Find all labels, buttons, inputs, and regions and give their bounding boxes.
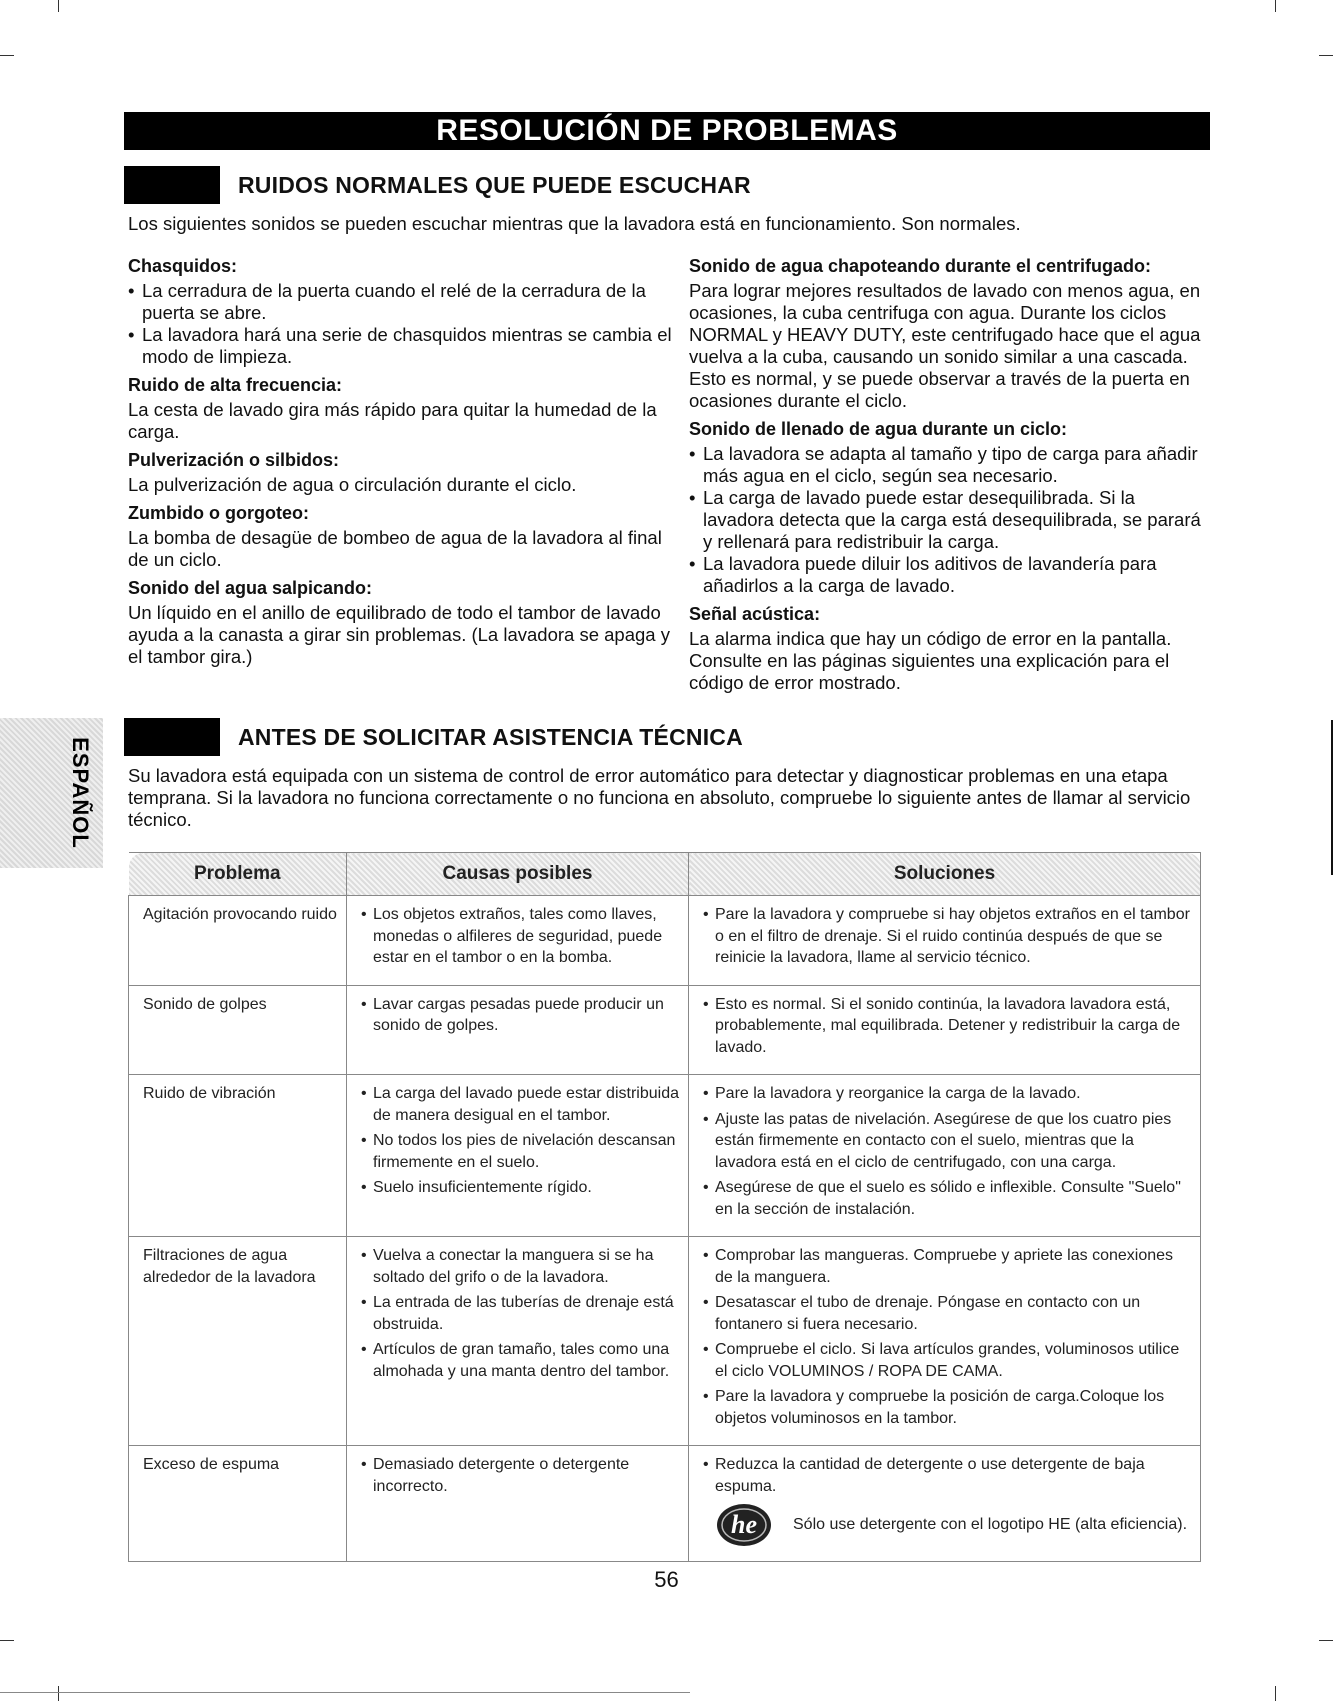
list-item: • Lavar cargas pesadas puede producir un sonido de golpes. <box>361 994 680 1037</box>
paragraph: La bomba de desagüe de bombeo de agua de la lavadora al final de un ciclo. <box>128 527 662 570</box>
list-item: • Vuelva a conectar la manguera si se ha soltado del grifo o de la lavadora. <box>361 1245 680 1288</box>
solutions-cell <box>689 896 1201 986</box>
table-row <box>129 1075 1201 1237</box>
bullet-list <box>128 280 683 368</box>
list-item: • Pare la lavadora y reorganice la carga de la lavado. <box>703 1083 1192 1105</box>
table-header-row <box>129 853 1201 896</box>
table-row <box>129 1237 1201 1446</box>
section-heading <box>124 166 751 204</box>
table-row <box>129 1446 1201 1562</box>
subheading: Sonido de llenado de agua durante un ciclo: <box>689 419 1068 439</box>
list-item: • La lavadora hará una serie de chasquidos mientras se cambia el modo de limpieza. <box>128 324 683 368</box>
causes-cell <box>347 1075 689 1237</box>
language-tab <box>0 718 103 868</box>
list-item: • Pare la lavadora y compruebe la posición de carga.Coloque los objetos voluminosos en la tambor. <box>703 1386 1192 1429</box>
problem-cell: Sonido de golpes <box>129 985 347 1075</box>
paragraph: La cesta de lavado gira más rápido para quitar la humedad de la carga. <box>128 399 657 442</box>
list-item: • Ajuste las patas de nivelación. Asegúrese de que los cuatro pies están firmemente en contacto con el suelo, mientras que la lavadora está en el ciclo de centrifugado, con una carga. <box>703 1109 1192 1174</box>
he-note-text: Sólo use detergente con el logotipo HE (alta eficiencia). <box>793 1516 1188 1534</box>
list-item: • Compruebe el ciclo. Si lava artículos grandes, voluminosos utilice el ciclo VOLUMINOS / ROPA DE CAMA. <box>703 1339 1192 1382</box>
column-header: Problema <box>129 853 347 896</box>
page-number: 56 <box>654 1567 679 1592</box>
paragraph: Para lograr mejores resultados de lavado con menos agua, en ocasiones, la cuba centrifuga con agua. Durante los ciclos NORMAL y HEAVY DUTY, este centrifugado hace que el agua vuelva a la cuba, causando un sonido similar a una cascada. Esto es normal, y se puede observar a través de la puerta en ocasiones durante el ciclo. <box>689 280 1201 411</box>
solutions-cell <box>689 1446 1201 1562</box>
paragraph: La pulverización de agua o circulación durante el ciclo. <box>128 474 577 495</box>
right-column <box>689 255 1209 696</box>
list-item: • No todos los pies de nivelación descansan firmemente en el suelo. <box>361 1130 680 1173</box>
subheading: Chasquidos: <box>128 256 238 276</box>
causes-cell <box>347 1446 689 1562</box>
crop-mark <box>0 1692 690 1693</box>
causes-cell <box>347 985 689 1075</box>
crop-mark <box>1275 0 1276 12</box>
section-heading <box>124 718 743 756</box>
crop-mark <box>1319 1640 1333 1641</box>
subheading: Sonido del agua salpicando: <box>128 578 373 598</box>
section-title: ANTES DE SOLICITAR ASISTENCIA TÉCNICA <box>238 723 743 750</box>
list-item: • La lavadora puede diluir los aditivos de lavandería para añadirlos a la carga de lavado. <box>689 553 1209 597</box>
solutions-cell <box>689 1075 1201 1237</box>
section-intro: Los siguientes sonidos se pueden escuchar mientras que la lavadora está en funcionamiento. Son normales. <box>128 213 1021 234</box>
section-intro: Su lavadora está equipada con un sistema de control de error automático para detectar y diagnosticar problemas en una etapa temprana. Si la lavadora no funciona correctamente o no funciona en absoluto, compruebe lo siguiente antes de llamar al servicio técnico. <box>128 765 1191 830</box>
crop-mark <box>58 0 59 12</box>
paragraph: Un líquido en el anillo de equilibrado de todo el tambor de lavado ayuda a la canasta a girar sin problemas. (La lavadora se apaga y el tambor gira.) <box>128 602 670 667</box>
section-marker <box>124 718 220 756</box>
solutions-cell <box>689 985 1201 1075</box>
list-item: • Esto es normal. Si el sonido continúa, la lavadora lavadora está, probablemente, mal equilibrada. Detener y redistribuir la carga de lavado. <box>703 994 1192 1059</box>
he-logo-icon <box>715 1501 773 1549</box>
problem-cell: Exceso de espuma <box>129 1446 347 1562</box>
troubleshooting-table <box>128 852 1201 1562</box>
section-marker <box>124 166 220 204</box>
subheading: Ruido de alta frecuencia: <box>128 375 343 395</box>
list-item: • La entrada de las tuberías de drenaje está obstruida. <box>361 1292 680 1335</box>
problem-cell: Ruido de vibración <box>129 1075 347 1237</box>
problem-cell: Filtraciones de agua alrededor de la lavadora <box>129 1237 347 1446</box>
list-item: • Suelo insuficientemente rígido. <box>361 1177 680 1199</box>
language-tab-label: ESPAÑOL <box>68 737 93 849</box>
problem-cell: Agitación provocando ruido <box>129 896 347 986</box>
list-item: • Reduzca la cantidad de detergente o use detergente de baja espuma. <box>703 1454 1192 1497</box>
bullet-list <box>689 443 1209 597</box>
column-header: Causas posibles <box>347 853 689 896</box>
subheading: Señal acústica: <box>689 604 821 624</box>
crop-mark <box>0 1640 14 1641</box>
subheading: Sonido de agua chapoteando durante el centrifugado: <box>689 256 1152 276</box>
list-item: • Desatascar el tubo de drenaje. Póngase en contacto con un fontanero si fuera necesario. <box>703 1292 1192 1335</box>
subheading: Pulverización o silbidos: <box>128 450 340 470</box>
column-header: Soluciones <box>689 853 1201 896</box>
causes-cell <box>347 1237 689 1446</box>
paragraph: La alarma indica que hay un código de error en la pantalla. Consulte en las páginas siguientes una explicación para el código de error mostrado. <box>689 628 1172 693</box>
list-item: • Pare la lavadora y compruebe si hay objetos extraños en el tambor o en el filtro de drenaje. Si el ruido continúa después de que se reinicie la lavadora, llame al servicio técnico. <box>703 904 1192 969</box>
list-item: • La cerradura de la puerta cuando el relé de la cerradura de la puerta se abre. <box>128 280 683 324</box>
crop-mark <box>58 1686 59 1701</box>
list-item: • La carga de lavado puede estar desequilibrada. Si la lavadora detecta que la carga está desequilibrada, se parará y rellenará para redistribuir la carga. <box>689 487 1209 553</box>
list-item: • Los objetos extraños, tales como llaves, monedas o alfileres de seguridad, puede estar en el tambor o en la bomba. <box>361 904 680 969</box>
list-item: • La lavadora se adapta al tamaño y tipo de carga para añadir más agua en el ciclo, según sea necesario. <box>689 443 1209 487</box>
list-item: • Demasiado detergente o detergente incorrecto. <box>361 1454 680 1497</box>
solutions-cell <box>689 1237 1201 1446</box>
table-row <box>129 985 1201 1075</box>
he-logo-text: he <box>731 1510 757 1539</box>
list-item: • La carga del lavado puede estar distribuida de manera desigual en el tambor. <box>361 1083 680 1126</box>
list-item: • Asegúrese de que el suelo es sólido e inflexible. Consulte "Suelo" en la sección de instalación. <box>703 1177 1192 1220</box>
causes-cell <box>347 896 689 986</box>
left-column <box>128 255 683 670</box>
list-item: • Artículos de gran tamaño, tales como una almohada y una manta dentro del tambor. <box>361 1339 680 1382</box>
crop-mark <box>1319 55 1333 56</box>
page-banner: RESOLUCIÓN DE PROBLEMAS <box>124 112 1210 150</box>
crop-mark <box>0 55 14 56</box>
section-title: RUIDOS NORMALES QUE PUEDE ESCUCHAR <box>238 171 751 198</box>
table-row <box>129 896 1201 986</box>
crop-mark <box>1275 1686 1276 1701</box>
list-item: • Comprobar las mangueras. Compruebe y apriete las conexiones de la manguera. <box>703 1245 1192 1288</box>
subheading: Zumbido o gorgoteo: <box>128 503 309 523</box>
he-note <box>703 1501 1192 1549</box>
